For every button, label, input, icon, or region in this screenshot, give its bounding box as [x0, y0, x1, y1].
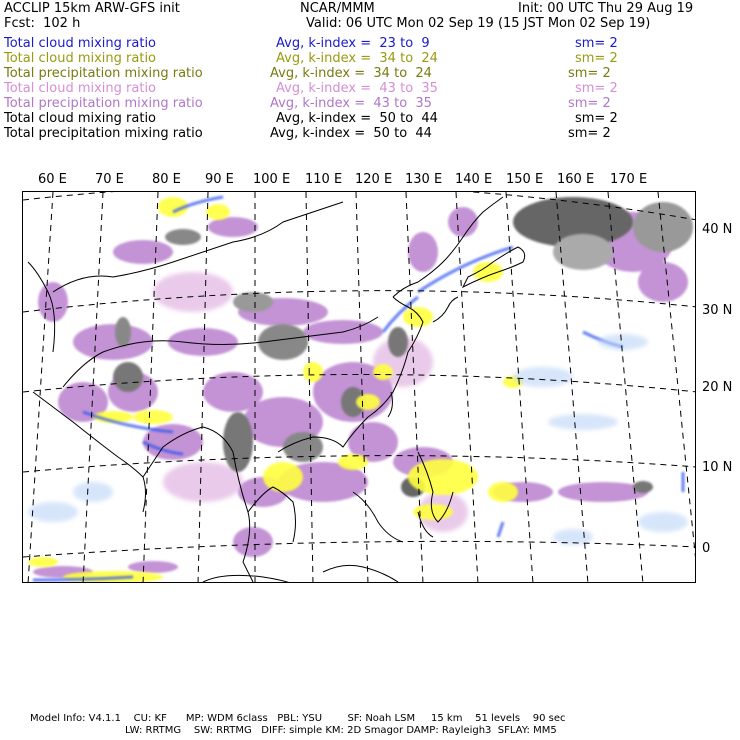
center-name: NCAR/MMM: [300, 1, 375, 16]
model-info-line2: LW: RRTMG SW: RRTMG DIFF: simple KM: 2D Smagor DAMP: Rayleigh3 SFLAY: MM5: [125, 725, 557, 736]
field-name: Total precipitation mixing ratio: [4, 66, 203, 81]
field-name: Total precipitation mixing ratio: [4, 96, 203, 111]
valid-time: Valid: 06 UTC Mon 02 Sep 19 (15 JST Mon 02 Sep 19): [306, 16, 651, 31]
lat-label: 30 N: [702, 303, 733, 318]
field-sm: sm= 2: [575, 36, 618, 51]
lon-label: 90 E: [205, 172, 234, 187]
model-info-line1: Model Info: V4.1.1 CU: KF MP: WDM 6class PBL: YSU SF: Noah LSM 15 km 51 levels 90 sec: [30, 713, 566, 724]
field-name: Total cloud mixing ratio: [4, 81, 157, 96]
field-avg: Avg, k-index = 50 to 44: [270, 126, 432, 141]
lat-label: 0: [702, 541, 711, 556]
field-name: Total cloud mixing ratio: [4, 36, 157, 51]
lat-label: 20 N: [702, 380, 733, 395]
field-avg: Avg, k-index = 34 to 24: [270, 66, 432, 81]
lon-label: 100 E: [253, 172, 291, 187]
field-sm: sm= 2: [575, 81, 618, 96]
lon-label: 150 E: [506, 172, 544, 187]
lon-label: 120 E: [355, 172, 393, 187]
map-canvas: [23, 192, 696, 583]
lon-label: 110 E: [305, 172, 343, 187]
field-avg: Avg, k-index = 50 to 44: [276, 111, 438, 126]
field-name: Total precipitation mixing ratio: [4, 126, 203, 141]
map-title: ACCLIP 15km ARW-GFS init: [4, 1, 180, 16]
field-name: Total cloud mixing ratio: [4, 51, 157, 66]
lon-label: 60 E: [38, 172, 67, 187]
field-sm: sm= 2: [568, 96, 611, 111]
lon-label: 140 E: [455, 172, 493, 187]
forecast-map: [22, 191, 696, 583]
lon-label: 160 E: [557, 172, 595, 187]
field-sm: sm= 2: [568, 66, 611, 81]
field-sm: sm= 2: [575, 111, 618, 126]
lon-label: 170 E: [610, 172, 648, 187]
field-avg: Avg, k-index = 43 to 35: [270, 96, 432, 111]
field-sm: sm= 2: [568, 126, 611, 141]
lon-label: 130 E: [405, 172, 443, 187]
init-time: Init: 00 UTC Thu 29 Aug 19: [518, 1, 694, 16]
field-avg: Avg, k-index = 34 to 24: [276, 51, 438, 66]
lon-label: 70 E: [95, 172, 124, 187]
field-avg: Avg, k-index = 23 to 9: [276, 36, 430, 51]
lat-label: 10 N: [702, 460, 733, 475]
field-name: Total cloud mixing ratio: [4, 111, 157, 126]
forecast-hour: Fcst: 102 h: [4, 16, 81, 31]
lon-label: 80 E: [152, 172, 181, 187]
lat-label: 40 N: [702, 222, 733, 237]
field-sm: sm= 2: [575, 51, 618, 66]
field-avg: Avg, k-index = 43 to 35: [276, 81, 438, 96]
